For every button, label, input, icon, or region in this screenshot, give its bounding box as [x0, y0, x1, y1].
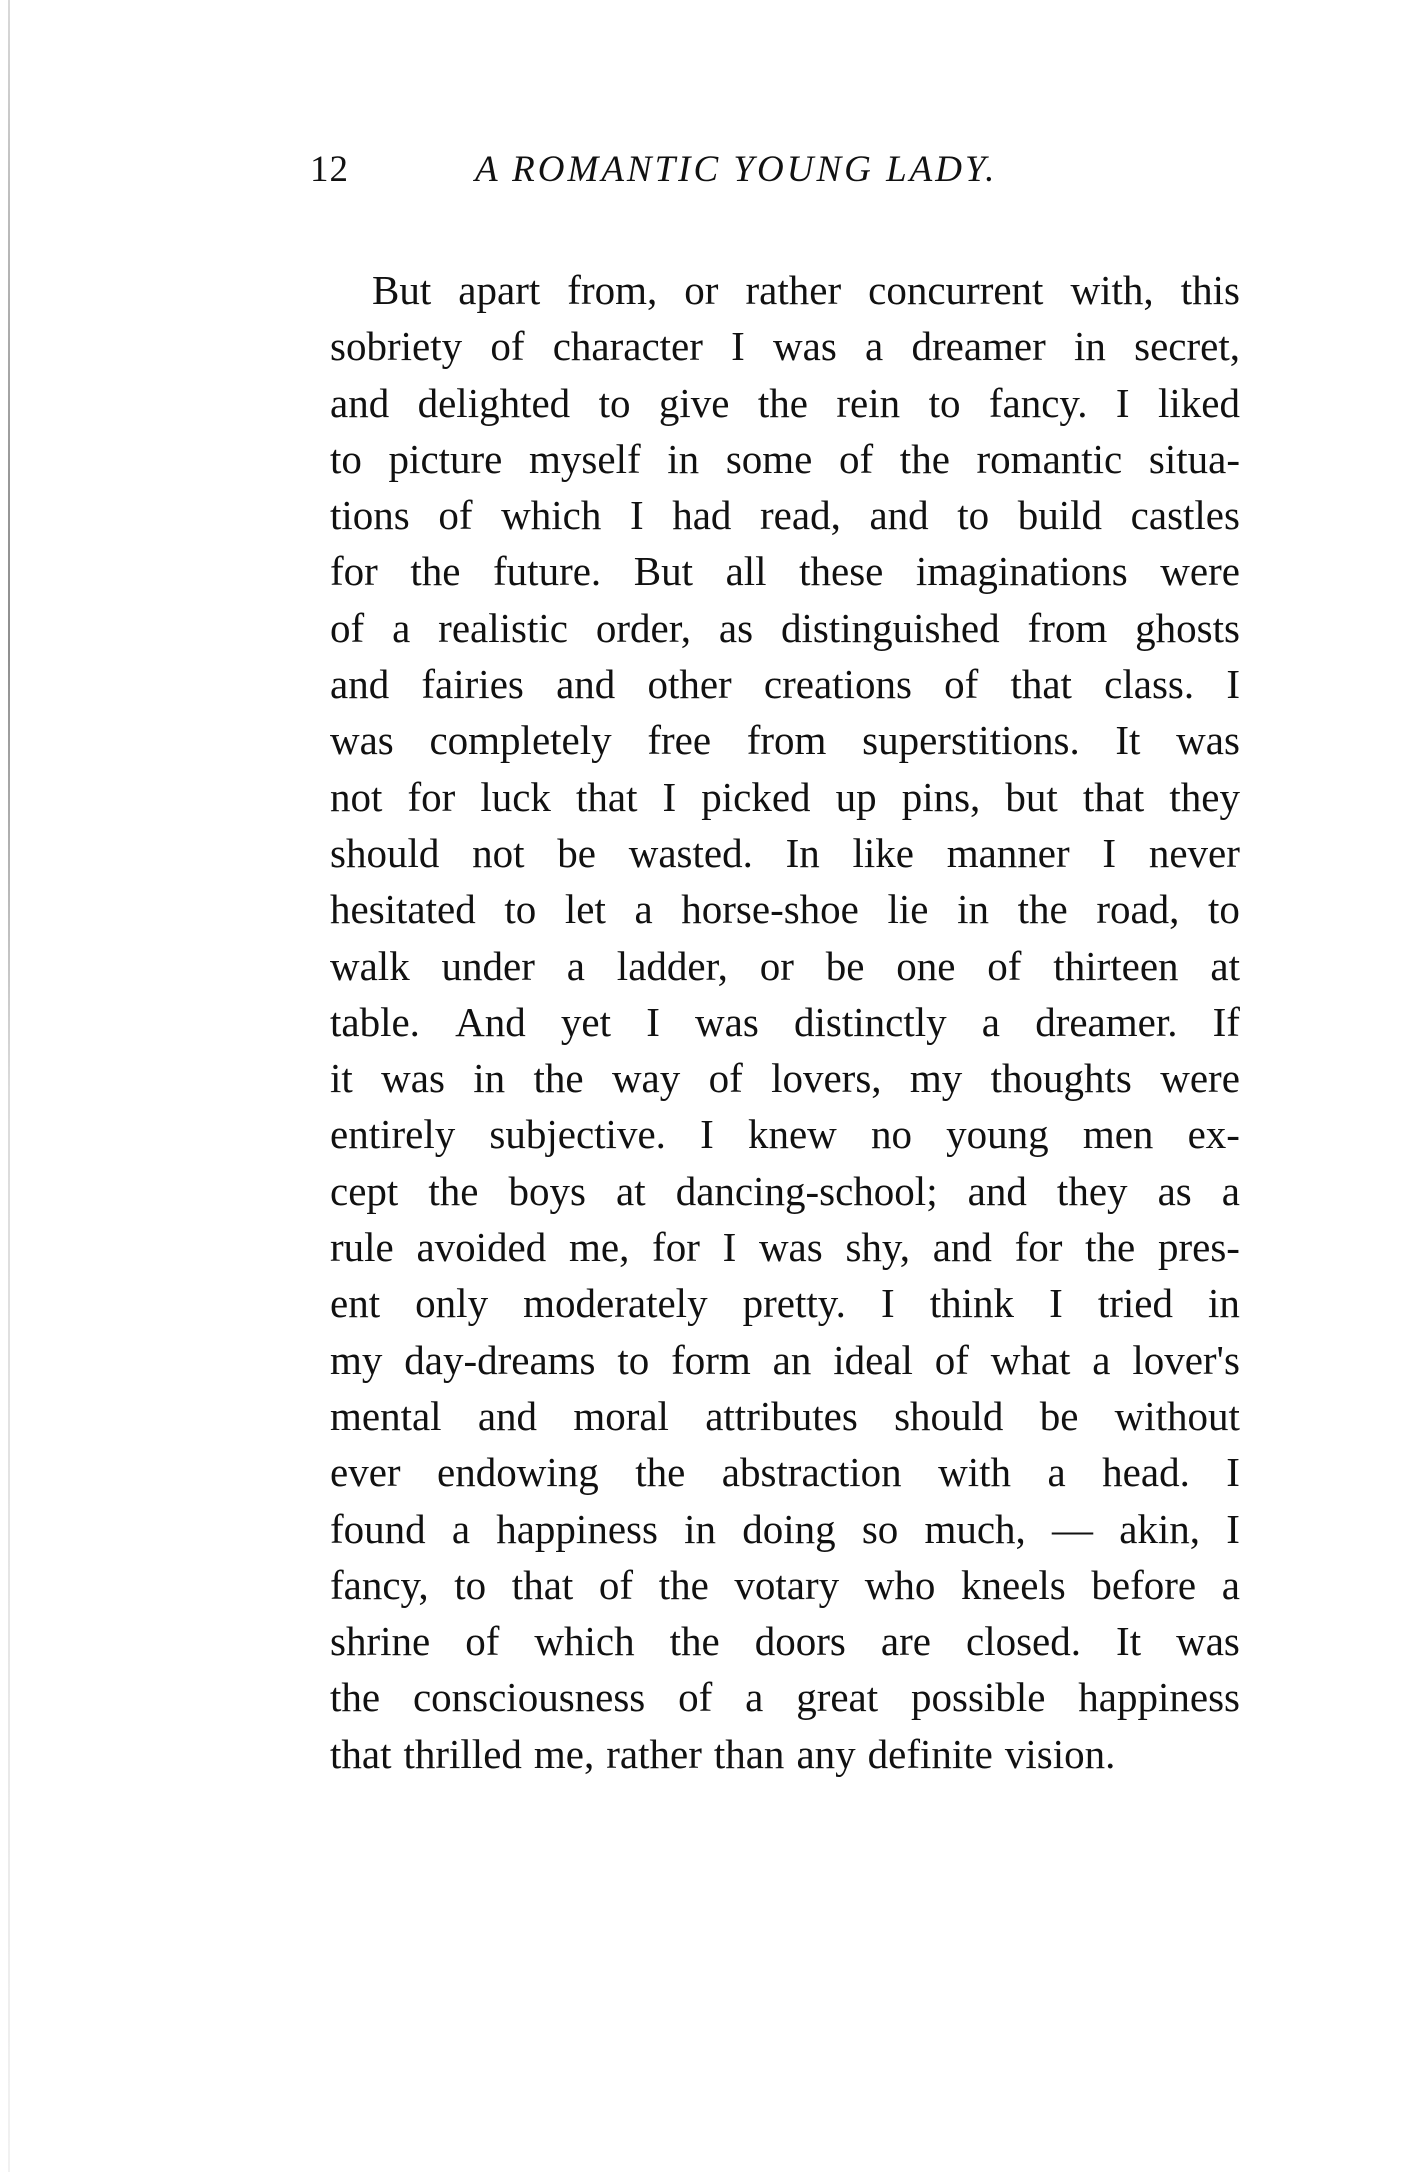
- text-line: the consciousness of a great possible happiness: [330, 1674, 1240, 1721]
- text-line: fancy, to that of the votary who kneels before a: [330, 1561, 1240, 1608]
- page-number: 12: [310, 149, 349, 190]
- text-line: rule avoided me, for I was shy, and for the pres-: [330, 1224, 1240, 1271]
- text-line: sobriety of character I was a dreamer in secret,: [330, 323, 1240, 370]
- text-line: tions of which I had read, and to build castles: [330, 492, 1240, 539]
- text-line: cept the boys at dancing-school; and they as a: [330, 1167, 1240, 1214]
- text-line: not for luck that I picked up pins, but that they: [330, 773, 1240, 820]
- text-line: found a happiness in doing so much, — akin, I: [330, 1505, 1240, 1552]
- text-line: table. And yet I was distinctly a dreamer. If: [330, 998, 1240, 1045]
- text-line: it was in the way of lovers, my thoughts were: [330, 1055, 1240, 1102]
- text-line: and delighted to give the rein to fancy. I liked: [330, 379, 1240, 426]
- text-line: walk under a ladder, or be one of thirteen at: [330, 942, 1240, 989]
- text-line: ent only moderately pretty. I think I tried in: [330, 1280, 1240, 1327]
- text-line: to picture myself in some of the romantic situa-: [330, 435, 1240, 482]
- text-line: my day-dreams to form an ideal of what a lover's: [330, 1336, 1240, 1383]
- text-line: for the future. But all these imaginations were: [330, 548, 1240, 595]
- text-line: should not be wasted. In like manner I never: [330, 829, 1240, 876]
- running-head: [310, 148, 1240, 208]
- text-line: mental and moral attributes should be without: [330, 1392, 1240, 1439]
- body-paragraph: [330, 262, 1240, 1782]
- running-title: A ROMANTIC YOUNG LADY.: [475, 149, 998, 190]
- text-line: entirely subjective. I knew no young men ex-: [330, 1111, 1240, 1158]
- text-line: that thrilled me, rather than any definite vision.: [330, 1730, 1116, 1777]
- text-line: of a realistic order, as distinguished from ghosts: [330, 604, 1240, 651]
- text-line: ever endowing the abstraction with a head. I: [330, 1449, 1240, 1496]
- text-line: But apart from, or rather concurrent with, this: [372, 267, 1240, 313]
- scan-edge-shadow: [8, 0, 10, 2172]
- text-line: was completely free from superstitions. It was: [330, 717, 1240, 764]
- text-line: and fairies and other creations of that class. I: [330, 661, 1240, 708]
- text-line: hesitated to let a horse-shoe lie in the road, to: [330, 886, 1240, 933]
- text-line: shrine of which the doors are closed. It was: [330, 1618, 1240, 1665]
